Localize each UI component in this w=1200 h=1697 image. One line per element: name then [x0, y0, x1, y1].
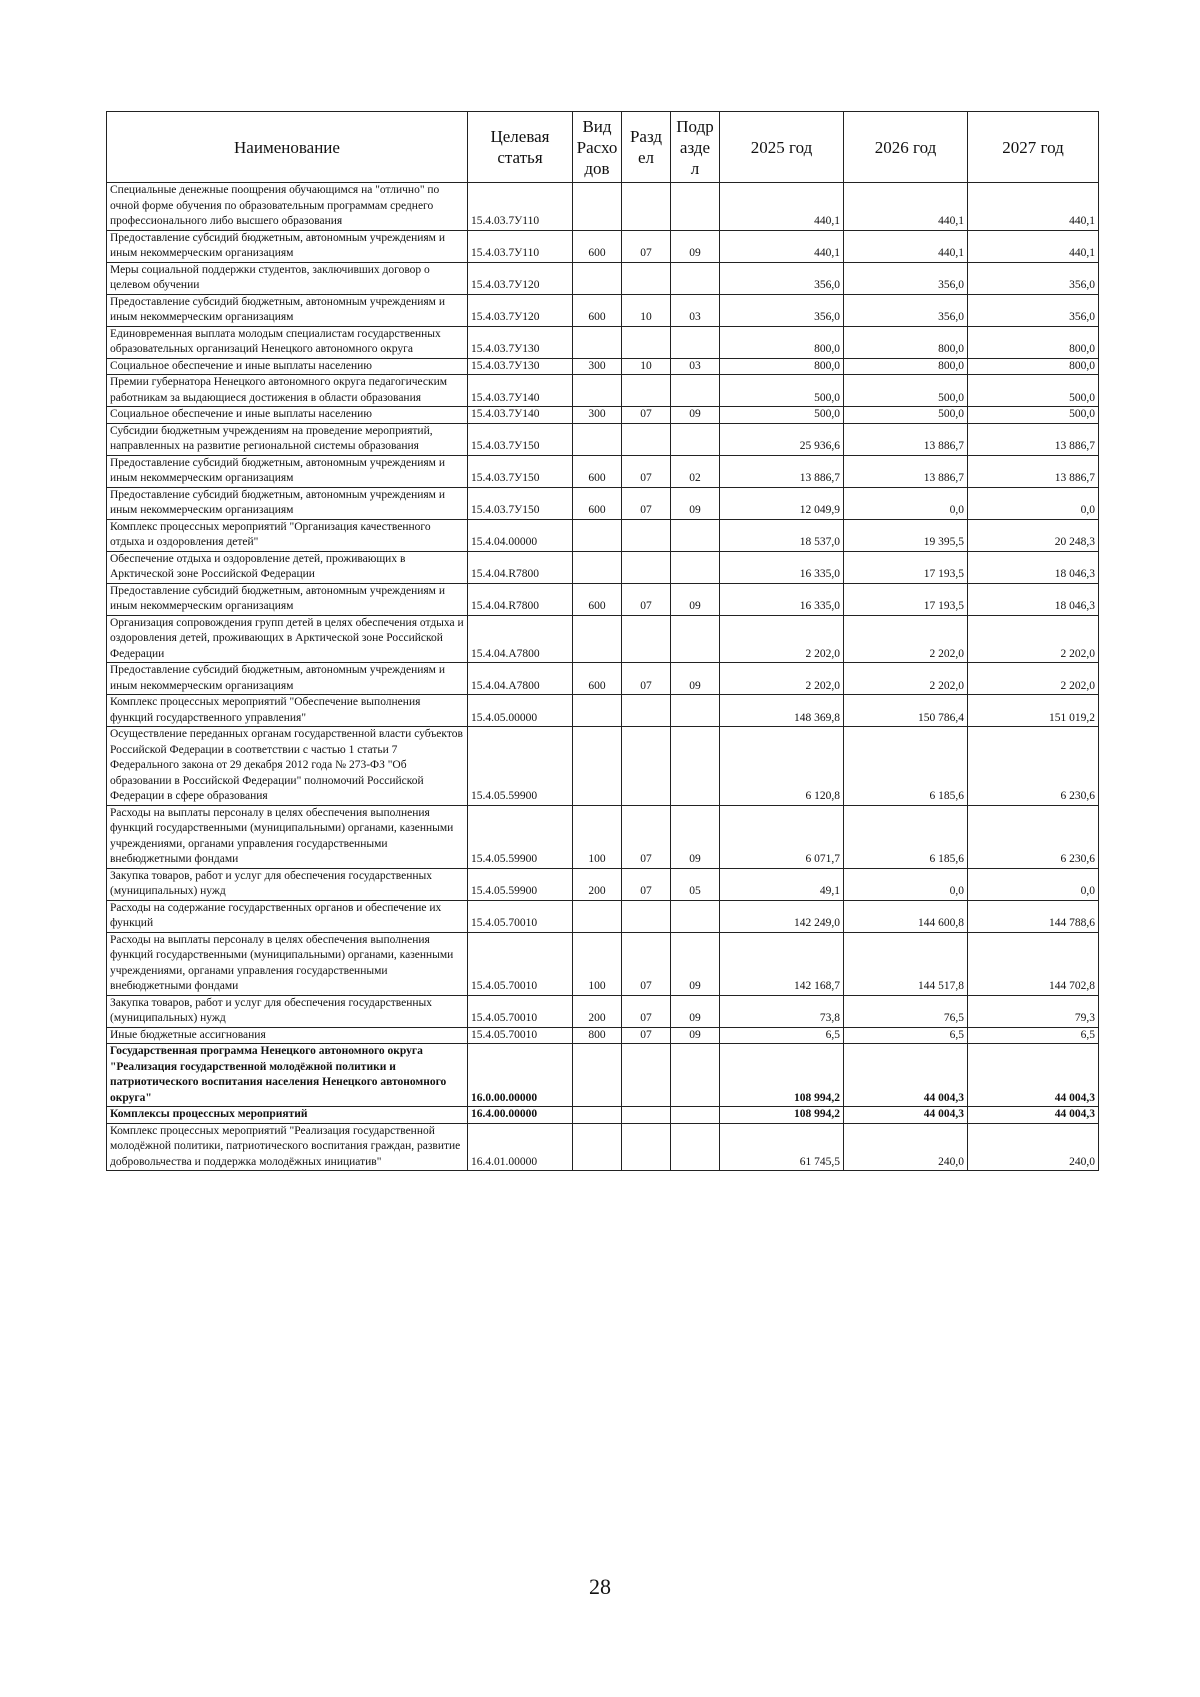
row-value-2027: 800,0: [968, 326, 1099, 358]
row-value-2026: 356,0: [844, 262, 968, 294]
row-name: Организация сопровождения групп детей в целях обеспечения отдыха и оздоровления детей, проживающих в Арктической зоне Российской Федерации: [107, 615, 468, 663]
header-target-article: Целевая статья: [468, 112, 573, 183]
row-name: Закупка товаров, работ и услуг для обеспечения государственных (муниципальных) нужд: [107, 995, 468, 1027]
row-expense-type: [573, 1123, 622, 1171]
row-value-2027: 6 230,6: [968, 727, 1099, 806]
row-value-2025: 61 745,5: [720, 1123, 844, 1171]
row-expense-type: 600: [573, 487, 622, 519]
row-subsection: 09: [671, 230, 720, 262]
row-target-article: 16.0.00.00000: [468, 1044, 573, 1107]
table-row: [107, 423, 1099, 455]
row-value-2026: 240,0: [844, 1123, 968, 1171]
table-row: [107, 1027, 1099, 1044]
table-row: [107, 262, 1099, 294]
row-expense-type: [573, 262, 622, 294]
row-value-2027: 6,5: [968, 1027, 1099, 1044]
row-target-article: 16.4.01.00000: [468, 1123, 573, 1171]
row-value-2027: 440,1: [968, 183, 1099, 231]
header-expense-type: Вид Расхо дов: [573, 112, 622, 183]
row-name: Предоставление субсидий бюджетным, автономным учреждениям и иным некоммерческим организациям: [107, 583, 468, 615]
row-section: 07: [622, 805, 671, 868]
row-section: [622, 262, 671, 294]
row-target-article: 15.4.03.7У130: [468, 326, 573, 358]
row-name: Иные бюджетные ассигнования: [107, 1027, 468, 1044]
row-expense-type: 600: [573, 583, 622, 615]
row-value-2026: 500,0: [844, 375, 968, 407]
row-expense-type: 600: [573, 294, 622, 326]
row-value-2027: 240,0: [968, 1123, 1099, 1171]
row-target-article: 15.4.05.00000: [468, 695, 573, 727]
table-header-row: [107, 112, 1099, 183]
row-subsection: [671, 519, 720, 551]
row-subsection: 09: [671, 995, 720, 1027]
row-subsection: [671, 1107, 720, 1124]
row-value-2025: 148 369,8: [720, 695, 844, 727]
row-value-2025: 73,8: [720, 995, 844, 1027]
row-section: [622, 423, 671, 455]
row-value-2026: 17 193,5: [844, 583, 968, 615]
row-value-2026: 440,1: [844, 230, 968, 262]
row-expense-type: 800: [573, 1027, 622, 1044]
table-row: [107, 519, 1099, 551]
row-value-2027: 500,0: [968, 375, 1099, 407]
page-number: 28: [589, 1574, 611, 1599]
row-expense-type: [573, 615, 622, 663]
row-target-article: 15.4.04.R7800: [468, 551, 573, 583]
header-year-2025: 2025 год: [720, 112, 844, 183]
row-section: [622, 695, 671, 727]
row-section: 07: [622, 932, 671, 995]
table-row: [107, 326, 1099, 358]
row-value-2026: 17 193,5: [844, 551, 968, 583]
row-value-2025: 800,0: [720, 326, 844, 358]
row-value-2027: 13 886,7: [968, 423, 1099, 455]
row-expense-type: 200: [573, 995, 622, 1027]
row-name: Социальное обеспечение и иные выплаты населению: [107, 407, 468, 424]
row-expense-type: [573, 900, 622, 932]
row-target-article: 15.4.05.59900: [468, 805, 573, 868]
row-expense-type: [573, 695, 622, 727]
row-target-article: 15.4.03.7У140: [468, 407, 573, 424]
row-target-article: 15.4.04.R7800: [468, 583, 573, 615]
row-section: 07: [622, 868, 671, 900]
row-value-2026: 0,0: [844, 868, 968, 900]
row-value-2025: 142 249,0: [720, 900, 844, 932]
row-value-2027: 6 230,6: [968, 805, 1099, 868]
row-name: Расходы на выплаты персоналу в целях обеспечения выполнения функций государственными (муниципальными) органами, казенными учреждениями, органами управления государственными внебюджетными фондами: [107, 932, 468, 995]
row-section: 07: [622, 1027, 671, 1044]
row-target-article: 15.4.03.7У140: [468, 375, 573, 407]
row-target-article: 15.4.05.59900: [468, 868, 573, 900]
row-value-2025: 800,0: [720, 358, 844, 375]
row-value-2025: 142 168,7: [720, 932, 844, 995]
table-row: [107, 455, 1099, 487]
row-subsection: [671, 326, 720, 358]
row-target-article: 15.4.03.7У120: [468, 294, 573, 326]
row-value-2025: 18 537,0: [720, 519, 844, 551]
row-value-2027: 800,0: [968, 358, 1099, 375]
row-subsection: 09: [671, 407, 720, 424]
table-row: [107, 375, 1099, 407]
header-name: Наименование: [107, 112, 468, 183]
row-name: Комплекс процессных мероприятий "Организация качественного отдыха и оздоровления детей": [107, 519, 468, 551]
row-value-2026: 44 004,3: [844, 1107, 968, 1124]
row-subsection: [671, 375, 720, 407]
row-name: Комплекс процессных мероприятий "Обеспечение выполнения функций государственного управления": [107, 695, 468, 727]
row-value-2026: 6 185,6: [844, 727, 968, 806]
table-row: [107, 1107, 1099, 1124]
row-target-article: 15.4.05.70010: [468, 995, 573, 1027]
row-name: Расходы на содержание государственных органов и обеспечение их функций: [107, 900, 468, 932]
table-row: [107, 487, 1099, 519]
row-value-2025: 440,1: [720, 230, 844, 262]
row-value-2027: 0,0: [968, 487, 1099, 519]
row-subsection: 09: [671, 663, 720, 695]
row-value-2026: 6,5: [844, 1027, 968, 1044]
row-expense-type: [573, 326, 622, 358]
row-expense-type: [573, 423, 622, 455]
row-value-2026: 440,1: [844, 183, 968, 231]
row-name: Предоставление субсидий бюджетным, автономным учреждениям и иным некоммерческим организациям: [107, 294, 468, 326]
row-target-article: 15.4.03.7У150: [468, 423, 573, 455]
row-expense-type: 200: [573, 868, 622, 900]
row-subsection: 09: [671, 583, 720, 615]
table-row: [107, 995, 1099, 1027]
row-value-2026: 0,0: [844, 487, 968, 519]
row-expense-type: [573, 727, 622, 806]
row-name: Закупка товаров, работ и услуг для обеспечения государственных (муниципальных) нужд: [107, 868, 468, 900]
row-value-2027: 144 788,6: [968, 900, 1099, 932]
header-year-2026: 2026 год: [844, 112, 968, 183]
row-section: [622, 615, 671, 663]
row-name: Государственная программа Ненецкого автономного округа "Реализация государственной молодёжной политики и патриотического воспитания населения Ненецкого автономного округа": [107, 1044, 468, 1107]
row-value-2026: 76,5: [844, 995, 968, 1027]
table-row: [107, 932, 1099, 995]
row-section: 07: [622, 995, 671, 1027]
row-target-article: 16.4.00.00000: [468, 1107, 573, 1124]
row-section: 07: [622, 230, 671, 262]
row-subsection: 09: [671, 932, 720, 995]
row-subsection: 09: [671, 805, 720, 868]
row-expense-type: 100: [573, 932, 622, 995]
row-target-article: 15.4.03.7У130: [468, 358, 573, 375]
row-expense-type: 300: [573, 358, 622, 375]
row-section: 07: [622, 407, 671, 424]
row-target-article: 15.4.05.70010: [468, 932, 573, 995]
row-value-2027: 500,0: [968, 407, 1099, 424]
row-value-2026: 500,0: [844, 407, 968, 424]
row-subsection: 05: [671, 868, 720, 900]
row-value-2026: 356,0: [844, 294, 968, 326]
table-row: [107, 663, 1099, 695]
row-section: 07: [622, 455, 671, 487]
row-subsection: 03: [671, 294, 720, 326]
row-expense-type: [573, 519, 622, 551]
row-value-2027: 44 004,3: [968, 1044, 1099, 1107]
row-section: [622, 375, 671, 407]
row-target-article: 15.4.03.7У120: [468, 262, 573, 294]
row-section: 07: [622, 663, 671, 695]
row-value-2026: 13 886,7: [844, 455, 968, 487]
row-name: Единовременная выплата молодым специалистам государственных образовательных организаций Ненецкого автономного округа: [107, 326, 468, 358]
table-row: [107, 868, 1099, 900]
row-value-2025: 500,0: [720, 375, 844, 407]
row-value-2027: 18 046,3: [968, 583, 1099, 615]
row-value-2026: 150 786,4: [844, 695, 968, 727]
row-value-2027: 0,0: [968, 868, 1099, 900]
row-name: Комплекс процессных мероприятий "Реализация государственной молодёжной политики, патриотического воспитания граждан, развитие добровольчества и поддержка молодёжных инициатив": [107, 1123, 468, 1171]
table-row: [107, 407, 1099, 424]
row-expense-type: 300: [573, 407, 622, 424]
row-target-article: 15.4.03.7У110: [468, 183, 573, 231]
row-expense-type: [573, 183, 622, 231]
row-value-2027: 151 019,2: [968, 695, 1099, 727]
row-name: Предоставление субсидий бюджетным, автономным учреждениям и иным некоммерческим организациям: [107, 663, 468, 695]
row-value-2025: 16 335,0: [720, 551, 844, 583]
table-row: [107, 230, 1099, 262]
row-section: 07: [622, 487, 671, 519]
row-expense-type: 100: [573, 805, 622, 868]
row-value-2027: 44 004,3: [968, 1107, 1099, 1124]
row-value-2025: 440,1: [720, 183, 844, 231]
row-expense-type: [573, 375, 622, 407]
row-section: 10: [622, 358, 671, 375]
row-section: 10: [622, 294, 671, 326]
row-target-article: 15.4.05.70010: [468, 1027, 573, 1044]
row-section: [622, 1123, 671, 1171]
table-row: [107, 358, 1099, 375]
row-name: Предоставление субсидий бюджетным, автономным учреждениям и иным некоммерческим организациям: [107, 455, 468, 487]
row-expense-type: [573, 551, 622, 583]
row-name: Комплексы процессных мероприятий: [107, 1107, 468, 1124]
row-section: [622, 900, 671, 932]
row-section: [622, 519, 671, 551]
row-section: [622, 326, 671, 358]
row-value-2025: 500,0: [720, 407, 844, 424]
row-value-2025: 12 049,9: [720, 487, 844, 519]
table-row: [107, 615, 1099, 663]
row-subsection: [671, 1044, 720, 1107]
row-value-2026: 19 395,5: [844, 519, 968, 551]
row-value-2025: 25 936,6: [720, 423, 844, 455]
row-value-2026: 2 202,0: [844, 663, 968, 695]
row-subsection: 03: [671, 358, 720, 375]
row-target-article: 15.4.03.7У150: [468, 487, 573, 519]
row-name: Специальные денежные поощрения обучающимся на "отлично" по очной форме обучения по образовательным программам среднего профессионального либо высшего образования: [107, 183, 468, 231]
row-subsection: [671, 727, 720, 806]
row-section: [622, 1044, 671, 1107]
row-expense-type: [573, 1107, 622, 1124]
row-value-2026: 800,0: [844, 326, 968, 358]
table-row: [107, 695, 1099, 727]
row-value-2026: 144 517,8: [844, 932, 968, 995]
table-row: [107, 551, 1099, 583]
row-subsection: 09: [671, 1027, 720, 1044]
row-subsection: [671, 695, 720, 727]
row-name: Предоставление субсидий бюджетным, автономным учреждениям и иным некоммерческим организациям: [107, 230, 468, 262]
row-name: Премии губернатора Ненецкого автономного округа педагогическим работникам за выдающиеся достижения в области образования: [107, 375, 468, 407]
row-value-2025: 2 202,0: [720, 615, 844, 663]
table-row: [107, 183, 1099, 231]
row-name: Предоставление субсидий бюджетным, автономным учреждениям и иным некоммерческим организациям: [107, 487, 468, 519]
budget-table: [106, 111, 1099, 1171]
table-row: [107, 727, 1099, 806]
row-value-2027: 20 248,3: [968, 519, 1099, 551]
row-value-2025: 356,0: [720, 294, 844, 326]
row-name: Социальное обеспечение и иные выплаты населению: [107, 358, 468, 375]
header-section: Разд ел: [622, 112, 671, 183]
row-expense-type: 600: [573, 455, 622, 487]
row-value-2027: 79,3: [968, 995, 1099, 1027]
row-target-article: 15.4.05.59900: [468, 727, 573, 806]
row-name: Осуществление переданных органам государственной власти субъектов Российской Федерации в соответствии с частью 1 статьи 7 Федерального закона от 29 декабря 2012 года № 273-ФЗ "Об образовании в Российской Федерации" полномочий Российской Федерации в сфере образования: [107, 727, 468, 806]
row-subsection: [671, 900, 720, 932]
row-value-2025: 6 120,8: [720, 727, 844, 806]
row-expense-type: 600: [573, 663, 622, 695]
row-target-article: 15.4.03.7У150: [468, 455, 573, 487]
row-value-2026: 2 202,0: [844, 615, 968, 663]
row-subsection: [671, 262, 720, 294]
table-row: [107, 583, 1099, 615]
row-value-2025: 49,1: [720, 868, 844, 900]
table-row: [107, 294, 1099, 326]
row-expense-type: [573, 1044, 622, 1107]
row-value-2025: 6 071,7: [720, 805, 844, 868]
row-subsection: 02: [671, 455, 720, 487]
table-row: [107, 1123, 1099, 1171]
row-expense-type: 600: [573, 230, 622, 262]
header-year-2027: 2027 год: [968, 112, 1099, 183]
row-value-2026: 144 600,8: [844, 900, 968, 932]
row-value-2026: 800,0: [844, 358, 968, 375]
row-value-2025: 16 335,0: [720, 583, 844, 615]
row-value-2027: 356,0: [968, 262, 1099, 294]
row-value-2027: 440,1: [968, 230, 1099, 262]
row-section: 07: [622, 583, 671, 615]
table-row: [107, 1044, 1099, 1107]
row-value-2025: 356,0: [720, 262, 844, 294]
row-section: [622, 183, 671, 231]
row-subsection: 09: [671, 487, 720, 519]
row-value-2027: 18 046,3: [968, 551, 1099, 583]
row-value-2025: 6,5: [720, 1027, 844, 1044]
row-value-2027: 13 886,7: [968, 455, 1099, 487]
row-section: [622, 551, 671, 583]
row-target-article: 15.4.05.70010: [468, 900, 573, 932]
table-row: [107, 900, 1099, 932]
row-value-2025: 108 994,2: [720, 1107, 844, 1124]
row-subsection: [671, 423, 720, 455]
row-section: [622, 1107, 671, 1124]
row-name: Субсидии бюджетным учреждениям на проведение мероприятий, направленных на развитие региональной системы образования: [107, 423, 468, 455]
row-target-article: 15.4.04.A7800: [468, 615, 573, 663]
row-target-article: 15.4.04.A7800: [468, 663, 573, 695]
row-value-2025: 2 202,0: [720, 663, 844, 695]
row-target-article: 15.4.04.00000: [468, 519, 573, 551]
row-subsection: [671, 1123, 720, 1171]
row-name: Обеспечение отдыха и оздоровление детей, проживающих в Арктической зоне Российской Федерации: [107, 551, 468, 583]
row-subsection: [671, 551, 720, 583]
header-subsection: Подр азде л: [671, 112, 720, 183]
row-name: Меры социальной поддержки студентов, заключивших договор о целевом обучении: [107, 262, 468, 294]
row-value-2027: 2 202,0: [968, 615, 1099, 663]
row-value-2026: 13 886,7: [844, 423, 968, 455]
row-value-2026: 44 004,3: [844, 1044, 968, 1107]
row-value-2027: 356,0: [968, 294, 1099, 326]
row-subsection: [671, 183, 720, 231]
row-value-2027: 144 702,8: [968, 932, 1099, 995]
table-body: [107, 183, 1099, 1171]
row-target-article: 15.4.03.7У110: [468, 230, 573, 262]
row-subsection: [671, 615, 720, 663]
row-section: [622, 727, 671, 806]
row-value-2025: 108 994,2: [720, 1044, 844, 1107]
row-value-2027: 2 202,0: [968, 663, 1099, 695]
row-name: Расходы на выплаты персоналу в целях обеспечения выполнения функций государственными (муниципальными) органами, казенными учреждениями, органами управления государственными внебюджетными фондами: [107, 805, 468, 868]
row-value-2025: 13 886,7: [720, 455, 844, 487]
table-row: [107, 805, 1099, 868]
row-value-2026: 6 185,6: [844, 805, 968, 868]
